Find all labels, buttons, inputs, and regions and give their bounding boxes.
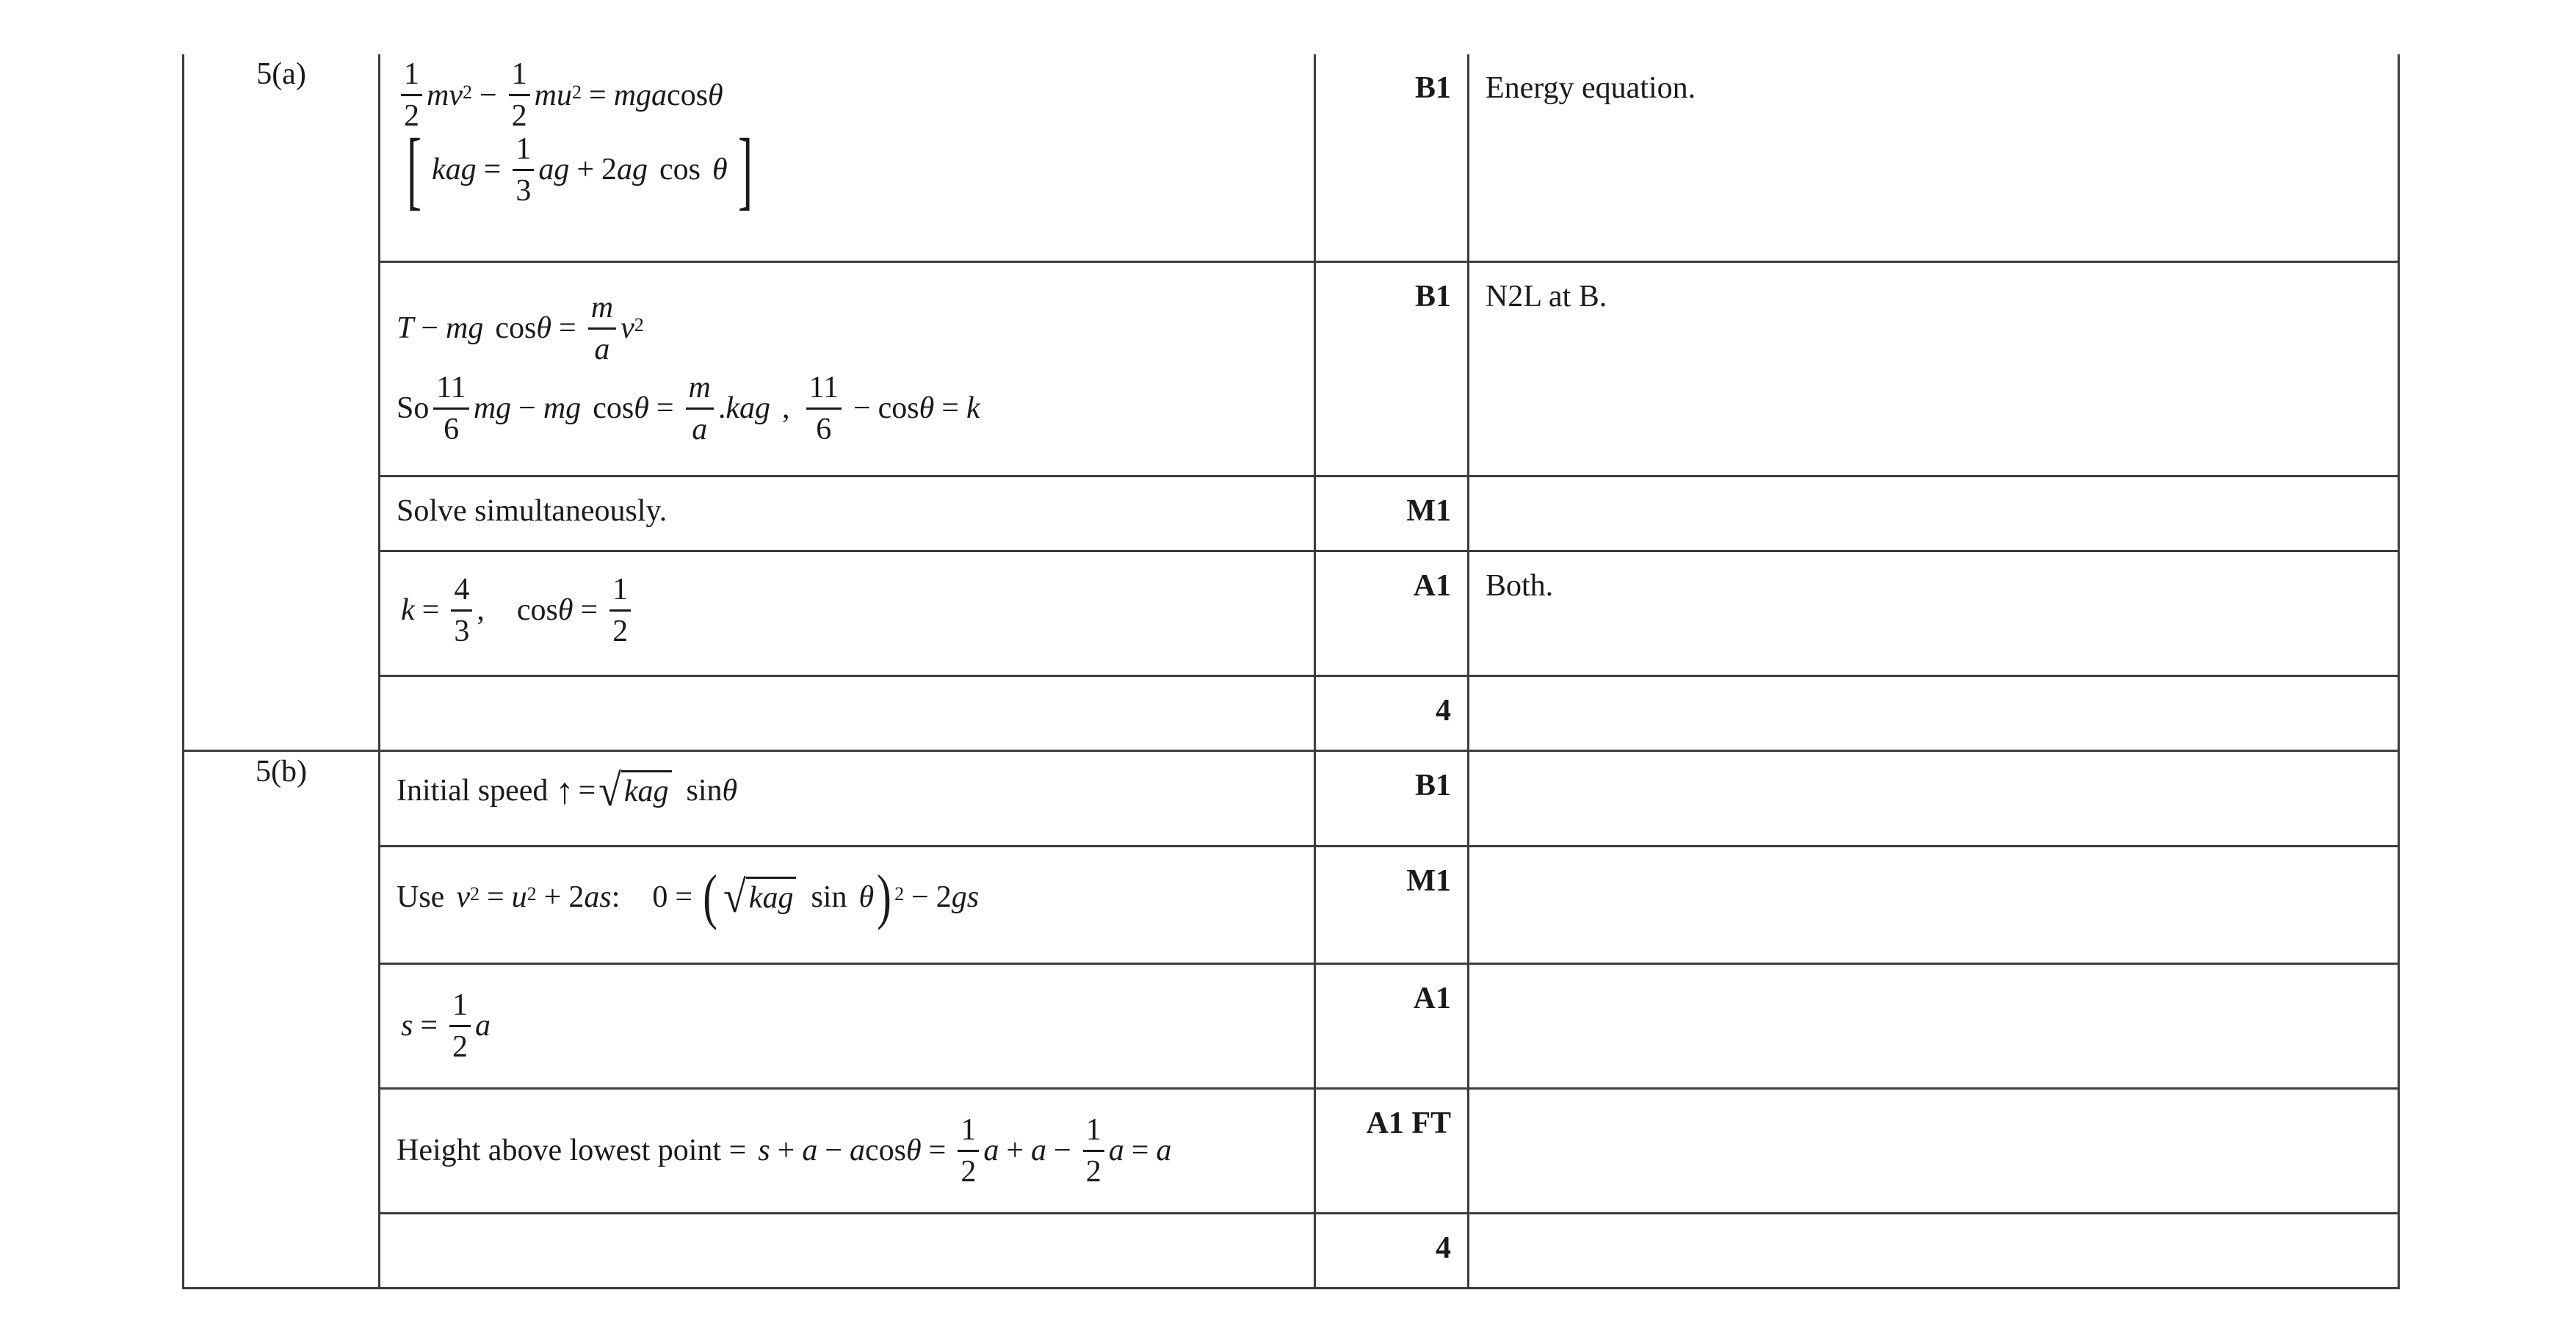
fraction: $\frac{4}{3}$ [451,574,472,647]
s-equation: s = $\frac{1}{2}$ a [401,988,491,1064]
fraction: $\frac{m}{a}$ [686,372,714,445]
table-row [184,261,2399,476]
total-mark-cell [1315,675,1469,750]
table-row [184,750,2399,846]
answer-cell [380,551,1315,675]
answer-cell [380,846,1315,963]
question-number: 5(a) [256,57,306,91]
fraction: $\frac{11}{6}$ [433,372,468,445]
suvat-equation: Use v $^2$ = u $^2$ + 2 as : 0 = ( √ kag sin θ ) $^2$ − 2 gs [397,862,980,931]
comment-cell: N2L at B. [1469,261,2399,476]
mark-scheme-sheet [182,54,2398,1289]
question-number-cell [184,750,380,1288]
comment-cell [1469,1213,2399,1288]
comment-cell [1469,750,2399,846]
mark-cell: A1 [1315,551,1469,675]
fraction: $\frac{1}{2}$ [509,59,530,131]
mark-scheme-table [182,54,2400,1289]
mark-cell: M1 [1315,846,1469,963]
mark-cell: B1 [1315,261,1469,476]
fraction: $\frac{1}{2}$ [958,1115,979,1187]
height-equation: Height above lowest point = s + a − a cos θ = $\frac{1}{2}$ a + a − $\frac{1}{2}$ a = a [397,1112,1172,1189]
answer-cell [380,1213,1315,1288]
answer-cell [380,1088,1315,1213]
answer-cell [380,476,1315,551]
fraction: $\frac{1}{3}$ [513,134,534,206]
answer-cell [380,54,1315,261]
final-answer: k = $\frac{4}{3}$ , cos θ = $\frac{1}{2}$ [397,574,1298,647]
fraction: $\frac{1}{2}$ [609,574,631,647]
comment-cell: Energy equation. [1469,54,2399,261]
table-row [184,963,2399,1088]
bracketed-equation: [ kag = $\frac{1}{3}$ ag + 2 ag cos θ ] [406,120,753,218]
fraction: $\frac{m}{a}$ [588,292,616,365]
total-mark: 4 [1436,1231,1451,1265]
answer-cell [380,750,1315,846]
comment-cell [1469,963,2399,1088]
question-number: 5(b) [256,754,307,789]
mark-cell: B1 [1315,750,1469,846]
up-arrow-icon: ↑ [555,769,574,811]
energy-equation: $\frac{1}{2}$ mv $^2$ − $\frac{1}{2}$ mu $^2$ = mga cos θ [397,59,1298,131]
answer-text: Solve simultaneously. [397,493,667,528]
answer-cell [380,261,1315,476]
mark-cell: A1 [1315,963,1469,1088]
mark-cell: A1 FT [1315,1088,1469,1213]
initial-speed-equation: Initial speed ↑ = √ kag sin θ [397,765,738,816]
square-root: √ kag [598,770,671,811]
comment-cell: Both. [1469,551,2399,675]
table-row [184,1088,2399,1213]
table-row [184,551,2399,675]
comment-cell [1469,675,2399,750]
comment-cell [1469,476,2399,551]
table-row [184,476,2399,551]
fraction: $\frac{11}{6}$ [806,372,842,445]
fraction: $\frac{1}{2}$ [401,59,422,131]
table-row [184,54,2399,261]
answer-cell [380,963,1315,1088]
answer-cell [380,675,1315,750]
substituted-equation: So $\frac{11}{6}$ mg − mg cos θ = $\frac{m}{a}$ . kag , $\frac{11}{6}$ − cos θ = k [397,370,980,446]
fraction: $\frac{1}{2}$ [449,990,471,1062]
table-row [184,1213,2399,1288]
fraction: $\frac{1}{2}$ [1083,1115,1104,1187]
comment-cell [1469,846,2399,963]
mark-cell: B1 [1315,54,1469,261]
total-mark-cell [1315,1213,1469,1288]
total-mark: 4 [1436,693,1451,728]
mark-cell: M1 [1315,476,1469,551]
table-row [184,675,2399,750]
question-number-cell [184,54,380,750]
n2l-equation: T − mg cos θ = $\frac{m}{a}$ v $^2$ [397,290,644,366]
comment-cell [1469,1088,2399,1213]
square-root: √ kag [723,877,796,918]
table-row [184,846,2399,963]
